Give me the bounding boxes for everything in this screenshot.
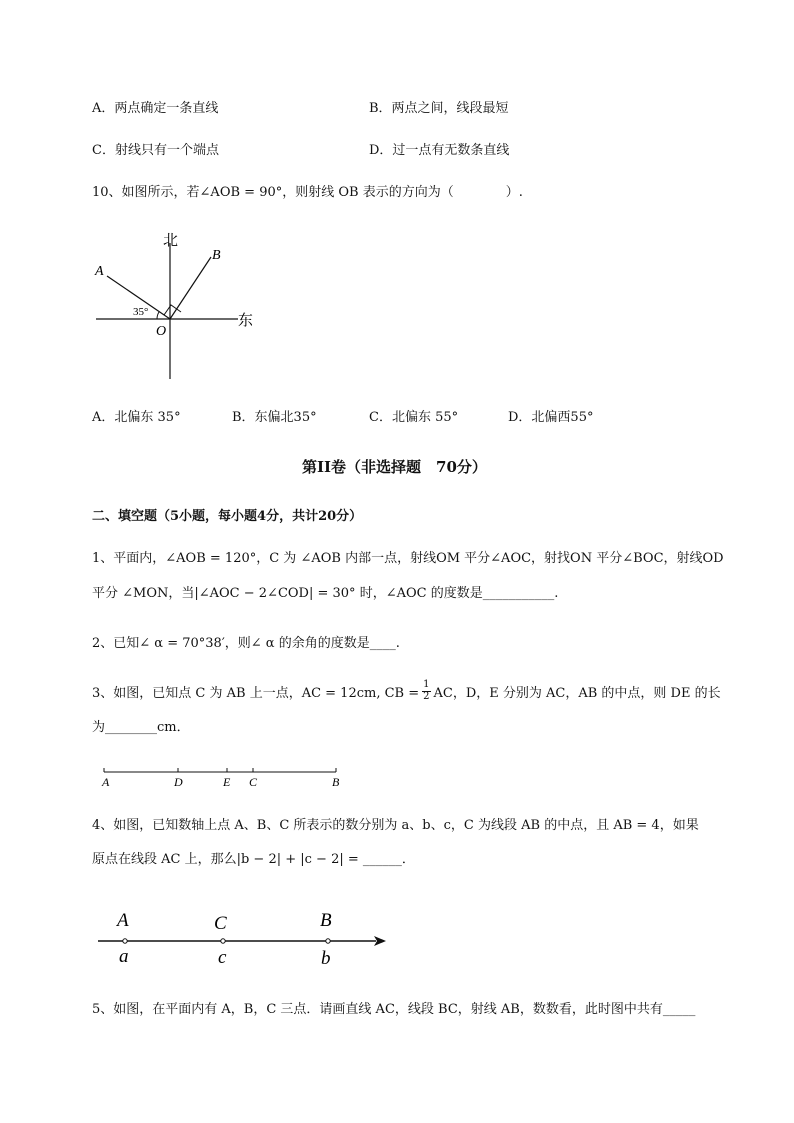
q3-line1-a: 3、如图，已知点 C 为 AB 上一点，AC = 12cm, CB = [92,685,420,701]
nl-label-lower-b: b [321,948,331,969]
q3-line1 [92,680,721,702]
part2-section-heading: 二、填空题（5小题，每小题4分，共计20分） [92,509,363,524]
nl-label-upper-b: B [320,910,332,931]
q4-line1: 4、如图，已知数轴上点 A、B、C 所表示的数分别为 a、b、c，C 为线段 AB 的中点，且 AB = 4，如果 [92,818,699,833]
q5-line1: 5、如图，在平面内有 A，B，C 三点．请画直线 AC，线段 BC，射线 AB，数数看，此时图中共有_____ [92,1002,696,1017]
q1-line2: 平分 ∠MON，当|∠AOC − 2∠COD| = 30° 时，∠AOC 的度数是___________. [92,586,559,601]
nl-label-upper-a: A [117,910,129,931]
label-b: B [212,248,221,263]
q3-line2: 为________cm． [92,720,190,735]
q2-line1: 2、已知∠ α = 70°38′，则∠ α 的余角的度数是____. [92,636,400,651]
label-o: O [156,324,167,339]
q9-option-a: A．两点确定一条直线 [92,101,219,116]
q10-option-a: A．北偏东 35° [92,410,181,425]
seg-label-c: C [249,775,258,789]
point-a [123,939,127,943]
q3-fraction-denominator: 2 [423,690,430,702]
q9-option-c: C．射线只有一个端点 [92,143,219,158]
nl-label-lower-c: c [218,947,227,968]
q3-fraction-numerator: 1 [423,679,430,690]
label-a: A [95,264,104,279]
seg-label-a: A [102,775,110,789]
point-c [221,939,225,943]
q3-line1-b: AC，D，E 分别为 AC，AB 的中点，则 DE 的长 [433,685,721,701]
point-b [326,939,330,943]
nl-label-upper-c: C [214,913,227,934]
angle-arc [157,312,159,319]
label-angle: 35° [133,306,149,318]
q3-segment-figure [96,762,356,792]
seg-label-b: B [332,775,340,789]
ray-ob [170,257,211,319]
label-north: 北 [163,233,179,249]
q4-line2: 原点在线段 AC 上，那么|b − 2| + |c − 2| = ______． [92,852,415,867]
q1-line1: 1、平面内，∠AOB = 120°，C 为 ∠AOB 内部一点，射线OM 平分∠AOC，射找ON 平分∠BOC，射线OD [92,551,724,566]
q3-fraction [422,680,430,702]
q10-option-b: B．东偏北35° [232,410,317,425]
q10-direction-figure [90,225,270,385]
q10-option-c: C．北偏东 55° [369,410,459,425]
q4-number-line [92,902,392,972]
part2-title: 第II卷（非选择题 70分） [302,458,487,476]
seg-label-e: E [223,775,231,789]
q9-option-b: B．两点之间，线段最短 [369,101,509,116]
nl-label-lower-a: a [119,946,129,967]
q10-option-d: D．北偏西55° [508,410,594,425]
q9-option-d: D．过一点有无数条直线 [369,143,510,158]
q10-stem: 10、如图所示，若∠AOB = 90°，则射线 OB 表示的方向为（ ）. [92,185,523,200]
label-east: 东 [238,313,254,329]
seg-label-d: D [174,775,183,789]
